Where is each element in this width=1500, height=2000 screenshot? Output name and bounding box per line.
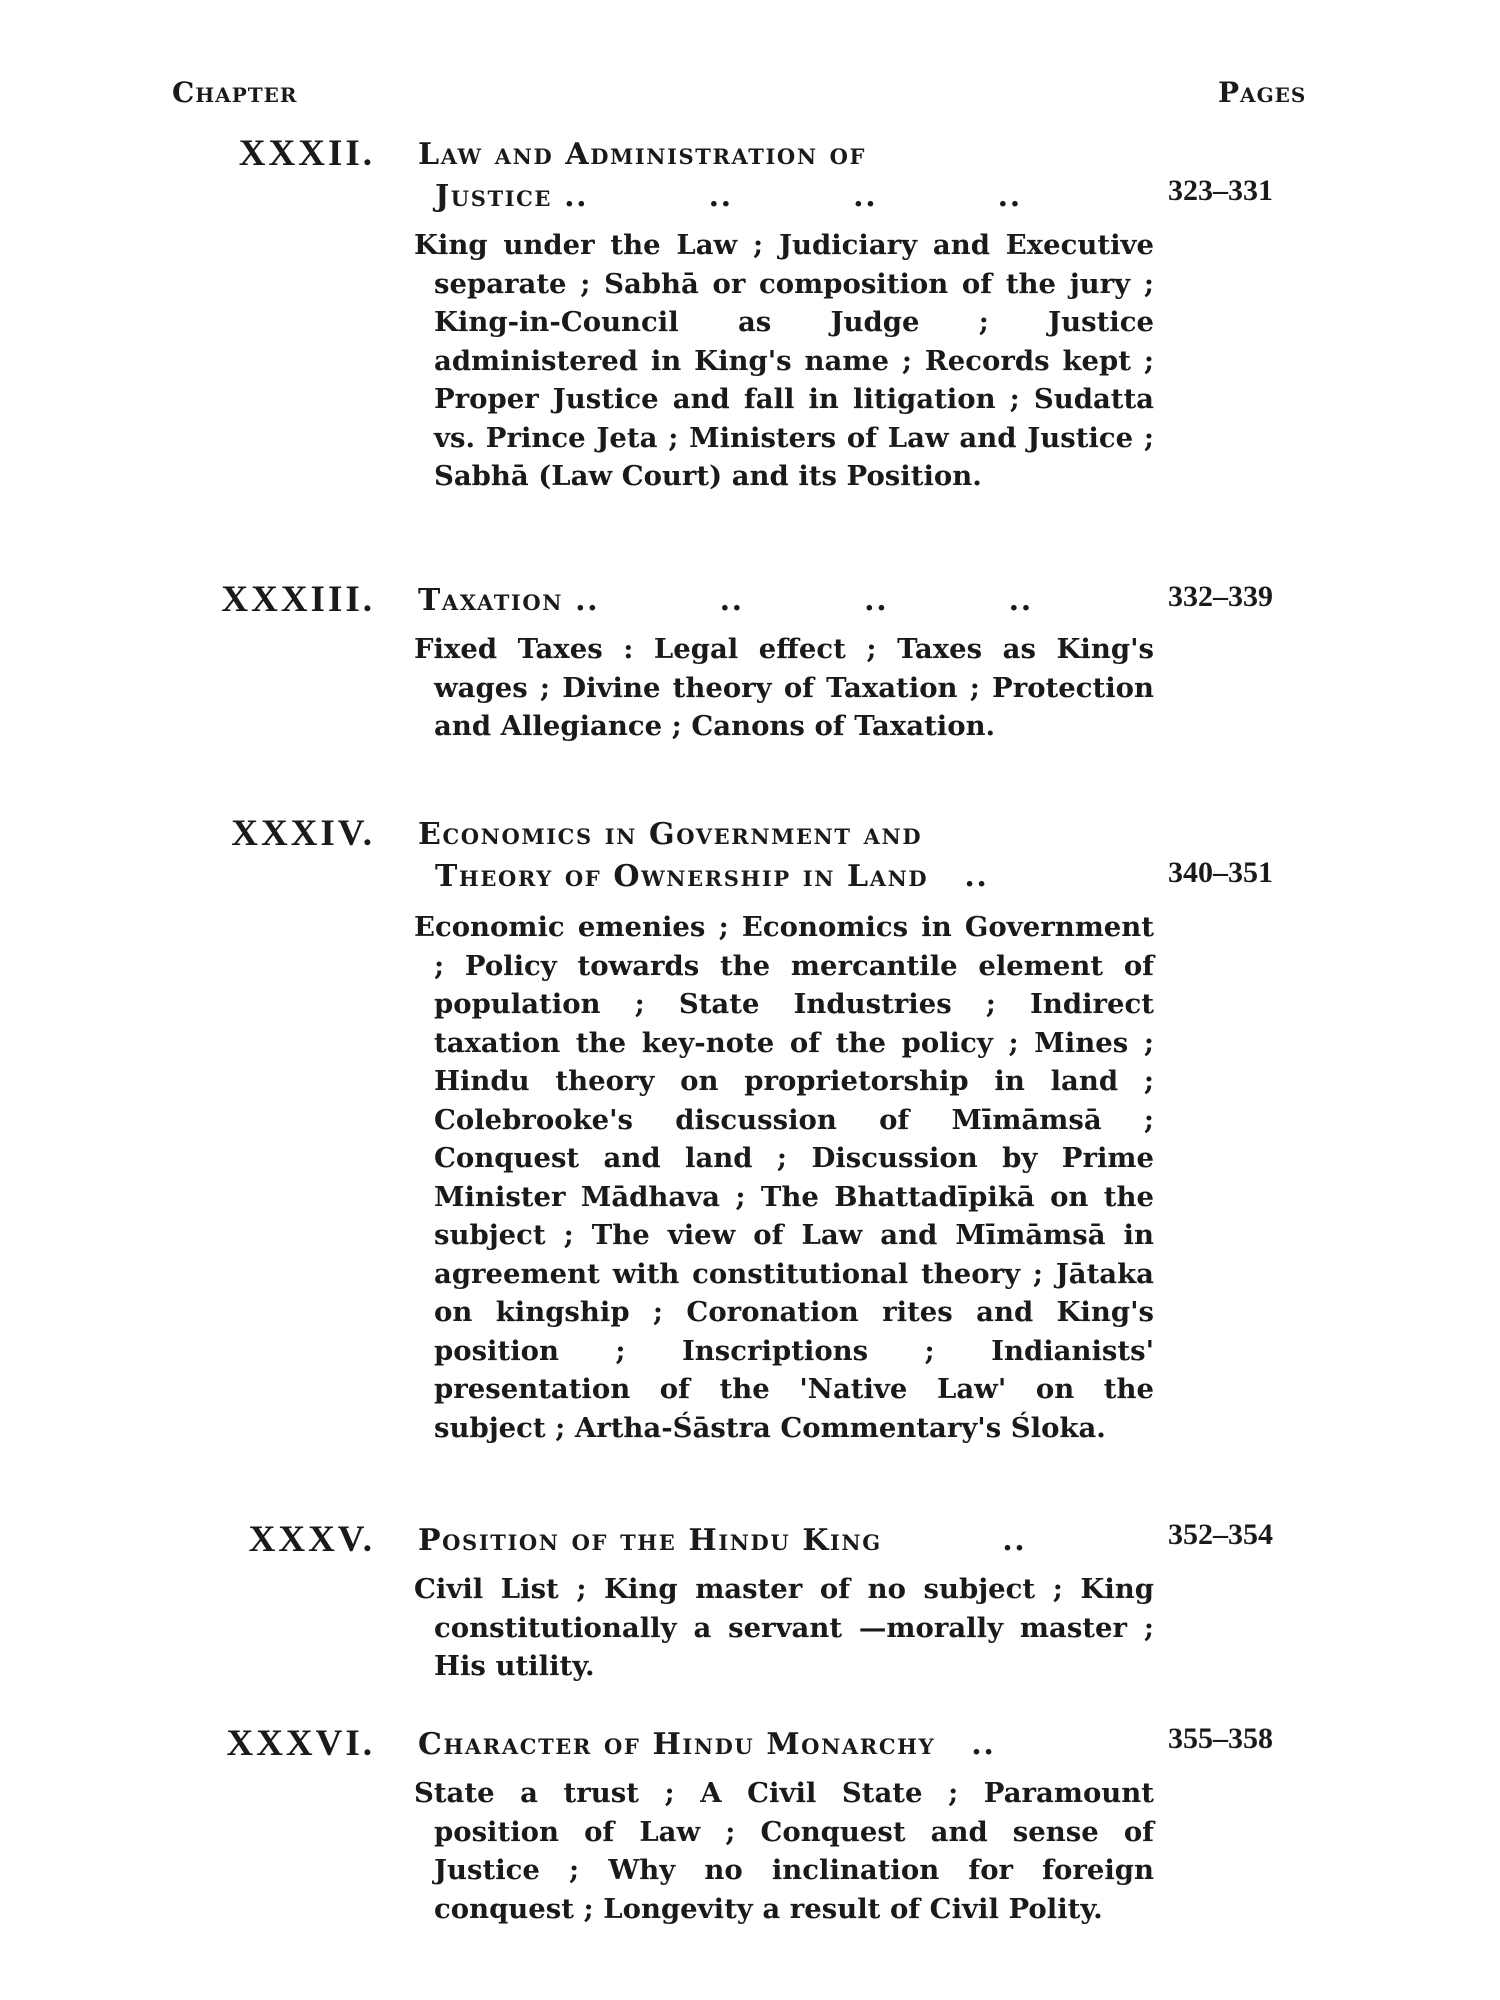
pages-column-header: Pages [1218,76,1307,109]
chapter-numeral: XXXIII. [221,579,375,620]
chapter-summary: State a trust ; A Civil State ; Paramount position of Law ; Conquest and sense of Justice ; Why no inclination for foreign conquest ; Longevity a result of Civil Polity. [414,1777,1154,1925]
chapter-title: Position of the Hindu King .. [418,1523,1027,1558]
chapter-numeral: XXXVI. [226,1723,375,1764]
chapter-summary: King under the Law ; Judiciary and Executive separate ; Sabhā or composition of the jury ; King-in-Council as Judge ; Justice administered in King's name ; Records kept ; Proper Justice and fall in litigation ; Sudatta vs. Prince Jeta ; Ministers of Law and Justice ; Sabhā (Law Court) and its Position. [414,229,1154,492]
chapter-numeral: XXXV. [248,1519,375,1560]
chapter-summary: Economic emenies ; Economics in Government ; Policy towards the mercantile element of population ; State Industries ; Indirect taxation the key-note of the policy ; Mines ; Hindu theory on proprietorship in land ; Colebrooke's discussion of Mīmāmsā ; Conquest and land ; Discussion by Prime Minister Mādhava ; The Bhattadīpikā on the subject ; The view of Law and Mīmāmsā in agreement with constitutional theory ; Jātaka on kingship ; Coronation rites and King's position ; Inscriptions ; Indianists' presentation of the 'Native Law' on the subject ; Artha-Śāstra Commentary's Śloka. [414,911,1154,1444]
chapter-title-line: Justice .. .. .. .. [435,179,1022,214]
chapter-pages: 323–331 [1168,174,1273,207]
chapter-title-line: Law and Administration of [418,137,867,172]
chapter-title-line: Theory of Ownership in Land .. [435,859,989,894]
chapter-pages: 355–358 [1168,1722,1273,1755]
chapter-title [418,814,1158,898]
chapter-pages: 332–339 [1168,580,1273,613]
chapter-pages: 340–351 [1168,856,1273,889]
chapter-title: Taxation .. .. .. .. [418,583,1033,618]
chapter-numeral: XXXIV. [231,813,375,854]
chapter-title [418,134,1158,218]
chapter-numeral: XXXII. [238,133,375,174]
chapter-summary: Fixed Taxes : Legal effect ; Taxes as King's wages ; Divine theory of Taxation ; Protection and Allegiance ; Canons of Taxation. [414,633,1154,742]
chapter-title: Character of Hindu Monarchy .. [418,1727,996,1762]
chapter-summary: Civil List ; King master of no subject ; King constitutionally a servant —morally master ; His utility. [414,1573,1154,1682]
chapter-pages: 352–354 [1168,1518,1273,1551]
chapter-column-header: Chapter [172,76,298,109]
chapter-title-line: Economics in Government and [418,817,923,852]
